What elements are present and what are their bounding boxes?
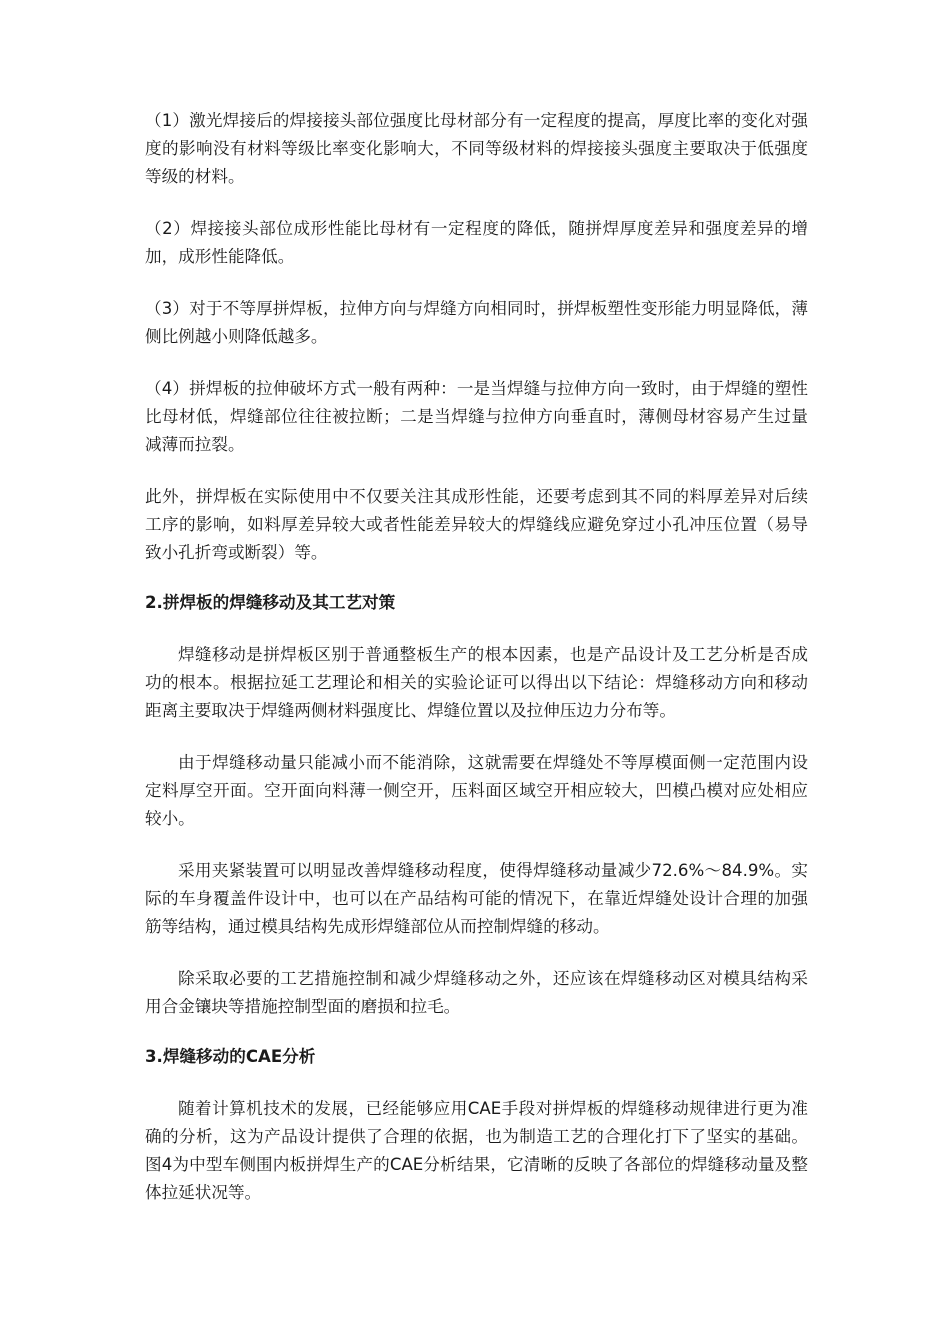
conclusion-2: （2）焊接接头部位成形性能比母材有一定程度的降低，随拼焊厚度差异和强度差异的增加，成形性能降低。 [145,219,808,266]
cae-analysis-para: 随着计算机技术的发展，已经能够应用CAE手段对拼焊板的焊缝移动规律进行更为准确的分析，这为产品设计提供了合理的依据，也为制造工艺的合理化打下了坚实的基础。图4为中型车侧围内板拼焊生产的CAE分析结果，它清晰的反映了各部位的焊缝移动量及整体拉延状况等。 [145,1099,808,1202]
weld-movement-para: 焊缝移动是拼焊板区别于普通整板生产的根本因素，也是产品设计及工艺分析是否成功的根本。根据拉延工艺理论和相关的实验论证可以得出以下结论：焊缝移动方向和移动距离主要取决于焊缝两侧材料强度比、焊缝位置以及拉伸压边力分布等。 [145,645,808,720]
conclusion-3: （3）对于不等厚拼焊板，拉伸方向与焊缝方向相同时，拼焊板塑性变形能力明显降低，薄侧比例越小则降低越多。 [145,299,808,346]
weld-reduction-para: 由于焊缝移动量只能减小而不能消除，这就需要在焊缝处不等厚模面侧一定范围内设定料厚空开面。空开面向料薄一侧空开，压料面区域空开相应较大，凹模凸模对应处相应较小。 [145,753,808,828]
section-heading-3: 3.焊缝移动的CAE分析 [145,1047,316,1066]
die-structure-para: 除采取必要的工艺措施控制和减少焊缝移动之外，还应该在焊缝移动区对模具结构采用合金镶块等措施控制型面的磨损和拉毛。 [145,969,808,1016]
additional-note: 此外，拼焊板在实际使用中不仅要关注其成形性能，还要考虑到其不同的料厚差异对后续工序的影响，如料厚差异较大或者性能差异较大的焊缝线应避免穿过小孔冲压位置（易导致小孔折弯或断裂）等。 [145,487,808,562]
conclusion-1: （1）激光焊接后的焊接接头部位强度比母材部分有一定程度的提高，厚度比率的变化对强度的影响没有材料等级比率变化影响大，不同等级材料的焊接接头强度主要取决于低强度等级的材料。 [145,111,808,186]
section-heading-2: 2.拼焊板的焊缝移动及其工艺对策 [145,593,396,612]
document-body [145,107,808,1207]
conclusion-4: （4）拼焊板的拉伸破坏方式一般有两种：一是当焊缝与拉伸方向一致时，由于焊缝的塑性比母材低，焊缝部位往往被拉断；二是当焊缝与拉伸方向垂直时，薄侧母材容易产生过量减薄而拉裂。 [145,379,808,454]
clamping-para: 采用夹紧装置可以明显改善焊缝移动程度，使得焊缝移动量减少72.6%～84.9%。实际的车身覆盖件设计中，也可以在产品结构可能的情况下，在靠近焊缝处设计合理的加强筋等结构，通过模具结构先成形焊缝部位从而控制焊缝的移动。 [145,861,808,936]
